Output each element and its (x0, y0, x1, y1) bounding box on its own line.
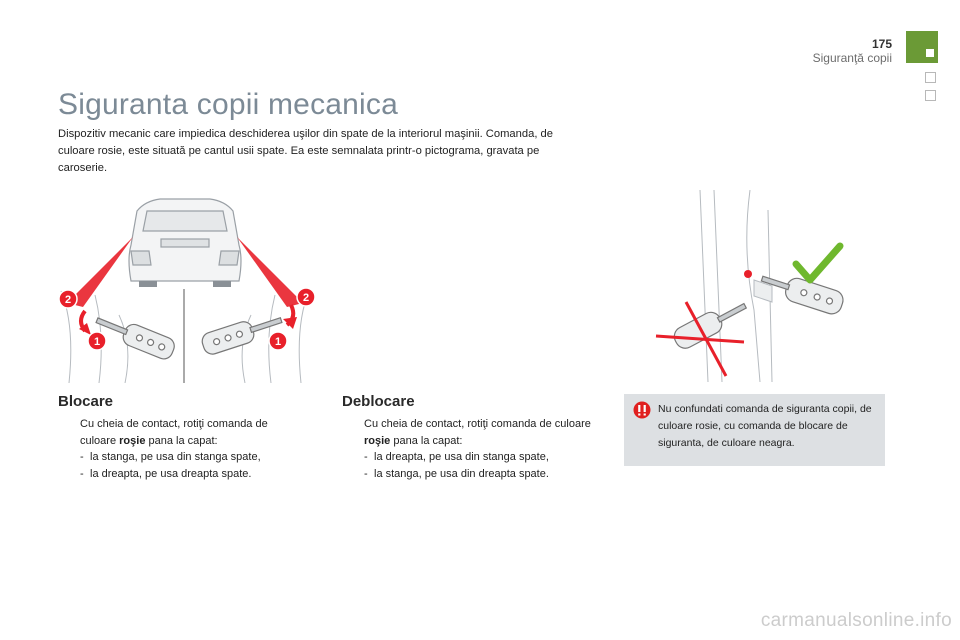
list-item: - la dreapta, pe usa dreapta spate. (80, 467, 252, 480)
step-tail: pana la capat: (393, 434, 463, 447)
callout-label: 2 (64, 294, 72, 306)
list-item: - la stanga, pe usa din dreapta spate. (364, 467, 549, 480)
tab-marker (925, 90, 936, 101)
step-tail: pana la capat: (148, 434, 218, 447)
checkmark-icon (796, 246, 840, 280)
list-item: - la dreapta, pe usa din stanga spate, (364, 451, 549, 463)
tab-marker (925, 72, 936, 83)
section-title: Siguranţă copii (812, 51, 892, 65)
step-lead: Cu cheia de contact, rotiţi comanda de culoare (364, 418, 591, 430)
blocare-heading: Blocare (58, 393, 114, 410)
correct-vs-incorrect-control-illustration (650, 190, 875, 382)
callout-2-left (59, 290, 77, 308)
list-item: - la stanga, pe usa din stanga spate, (80, 451, 261, 463)
warning-icon (633, 401, 651, 419)
deblocare-heading: Deblocare (342, 393, 415, 410)
callout-label: 1 (274, 336, 282, 348)
page-number: 175 (871, 37, 892, 51)
step-bold: roşie (119, 434, 146, 447)
blocare-steps (58, 416, 303, 482)
chapter-tab (906, 31, 938, 63)
child-lock-rotation-illustration (55, 195, 325, 383)
callout-2-right (297, 288, 315, 306)
callout-1-right (269, 332, 287, 350)
warning-note-text: Nu confundati comanda de siguranta copii, de culoare rosie, cu comanda de blocare de siguranta, de culoare neagra. (658, 403, 872, 449)
intro-paragraph: Dispozitiv mecanic care impiedica deschiderea uşilor din spate de la interiorul maşinii. Comanda, de culoare rosie, este situată pe cantul usii spate. Ea este semnalata printr-o pictograma, gravata pe caroserie. (58, 128, 553, 174)
deblocare-steps (342, 416, 592, 482)
callout-1-left (88, 332, 106, 350)
callout-label: 1 (93, 336, 101, 348)
page-title: Siguranta copii mecanica (58, 88, 398, 121)
red-control-dot (744, 270, 752, 278)
key-incorrect-drawing (671, 296, 750, 352)
watermark-footer: carmanualsonline.info (760, 610, 952, 631)
callout-label: 2 (302, 292, 310, 304)
step-bold: roşie (364, 434, 391, 447)
car-rear-drawing (129, 199, 241, 287)
step-lead: Cu cheia de contact, rotiţi comanda de culoare (80, 418, 268, 447)
